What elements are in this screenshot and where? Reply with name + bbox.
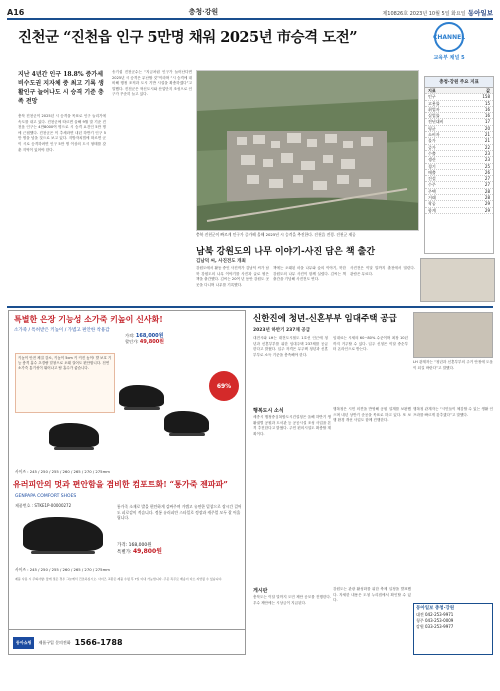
ad-headline-2: 유러피안의 멋과 편안함을 겸비한 컴포트화! “통가죽 젠파파” (13, 479, 228, 489)
ad-tel-label: 제품구입 문의전화 (38, 639, 71, 645)
section-divider (7, 306, 493, 308)
shoe-image-1 (119, 385, 164, 407)
sidebar-cell-value: 17 (484, 119, 490, 125)
sidebar-cell-label: 생산 (428, 157, 436, 163)
sidebar-cell-label: 전년대비 (428, 119, 444, 125)
sidebar-cell-label: 거래 (428, 195, 436, 201)
page-header (7, 6, 493, 20)
sidebar-cell-label: 지표 (428, 88, 436, 93)
sidebar-cell-label: 평균 (428, 125, 436, 131)
section-heading-2: 행복도시 소식 (253, 408, 284, 414)
ad-description-2: 통가죽 소재로 발을 편안하게 감싸주며 가볍고 유연한 밑창으로 장시간 걸어도 피로감이 적습니다. 정통 유러피안 스타일로 정장과 캐주얼 모두 잘 어울립니다. (117, 504, 242, 520)
sidebar-cell-value: 27 (484, 182, 490, 188)
sidebar-cell-label: 증가 (428, 144, 436, 150)
ad-feature-box: 키높이 안전 체질 감소, 키높이 5cm 키 커진 높이! 발 보호 기능 충격 흡수 초경량 밑창으로 오래 걸어도 편안합니다. 천연 소가죽 통기성이 뛰어나고 땀 흡수가 좋습니다. (15, 353, 115, 413)
news-col-f: 행복청 관계자는 “시민들이 체감할 수 있는 생활 인프라를 빠르게 갖추겠다”고 말했다. (413, 407, 493, 417)
sidebar-cell-label: 수출 (428, 150, 436, 156)
sidebar-cell-value: 29 (484, 201, 490, 207)
section-title: 충청·강원 (188, 7, 219, 16)
article-body-mid: 송기섭 진천군수는 “지금처럼 인구가 늘어난다면 2025년 시 승격은 무난할 것”이라며 “시 승격에 대비해 행정 조직과 도시 기반 시설을 확충하겠다”고 말했다. 진천군은 혁신도시와 산업단지 조성으로 인구가 꾸준히 늘고 있다. (112, 70, 192, 97)
sidebar-cell-value: 28 (484, 188, 490, 194)
price-value: 168,000원 (135, 333, 164, 339)
board-col-h: 강원도는 관광 활성화를 위한 축제 일정을 발표했다. 자세한 내용은 도청 누리집에서 확인할 수 있다. (333, 587, 411, 603)
discount-badge: 69% (209, 371, 239, 401)
photo-caption: 충북 진천군이 빠르게 인구가 증가해 올해 2025년 시 승격을 추진한다. 진천읍 전경. 진천군 제공 (196, 232, 356, 237)
sale-value: 49,800원 (139, 339, 165, 345)
sidebar-cell-label: 취업자 (428, 106, 440, 112)
sidebar-cell-value: 28 (484, 195, 490, 201)
sidebar-cell-label: 주택 (428, 188, 436, 194)
sale-label-2: 특별가: (117, 550, 132, 555)
article-body-left: 충북 진천군이 2025년 시 승격을 목표로 인구 늘리기에 속도를 내고 있다. 진천군에 따르면 올해 9월 말 기준 진천읍 인구는 4만8000여 명으로 시 승격 요건인 5만 명에 근접했다. 진천군은 이 추세라면 내년 하반기 인구 5만 명을 넘을 것으로 보고 있다. 지방자치법에 따르면 군이 시로 승격하려면 인구 5만 명 이상의 도시 형태를 갖춘 지역이 있어야 한다. (18, 114, 106, 152)
sub-article-byline: 김남덕 씨, 사진전도 개최 (196, 259, 246, 264)
sale-value-2: 49,800원 (133, 548, 162, 555)
sidebar-cell-value: 26 (484, 169, 490, 175)
sidebar-cell-label: 수주 (428, 182, 436, 188)
ad-headline-1-text: 특별한 은장 기능성 소가죽 키높이 신사화! (14, 314, 163, 324)
sub-article-col-b: 책에는 오래된 마을 나무와 숲의 이야기, 북한 강원도의 나무 사진이 함께 실렸다. 김씨는 책 출간을 기념해 사진전도 연다. (273, 266, 346, 282)
ad-brand-line: GENPAPA COMFORT SHOES (15, 494, 77, 499)
sidebar-cell-value: 23 (484, 157, 490, 163)
ad-footer (9, 629, 245, 655)
issue-info: 제10826호 2023년 10월 5일 화요일 (382, 10, 466, 17)
sidebar-cell-value: 25 (484, 163, 490, 169)
sidebar-cell-label: 건설 (428, 176, 436, 182)
housing-photo (413, 312, 493, 358)
ad-sizes-2: 사이즈 : 245 / 250 / 255 / 260 / 265 / 270 / 275mm (15, 567, 110, 572)
article-left-column (18, 70, 106, 153)
article-kicker: 지난 4년간 인구 18.8% 증가세 비수도권 지자체 중 최고 기록 생활인구 늘어나도 시 승격 기준 충족 전망 (18, 71, 104, 105)
shoe-image-4 (23, 517, 103, 551)
sidebar-cell-value: 값 (486, 88, 490, 93)
channel-logo (414, 22, 484, 70)
ad-fine-print: 제품 사용 시 주의사항: 물에 젖은 경우 그늘에서 건조하십시오. 사이즈 교환은 제품 수령 후 7일 이내 가능합니다. 주문 폭주로 배송이 다소 지연될 수 있습니다. (15, 577, 223, 581)
contact-line-2: 청주 043-253-0009 (416, 618, 454, 623)
sidebar-cell-value: 21 (484, 138, 490, 144)
article-mid-column (112, 70, 192, 98)
board-col-g: 충북도는 이달 말까지 도민 제안 공모를 진행한다. 우수 제안에는 시상금이 지급된다. (253, 595, 331, 605)
ad-feature-line-1: 소가죽 / 특허받은 키높이 / 가볍고 편안한 착용감 (14, 328, 110, 333)
channel-sub: 교육부 채널 5 (433, 55, 465, 61)
sidebar-cell-value: 158 (482, 94, 490, 100)
ad-headline-1 (9, 311, 245, 325)
ad-sizes-1: 사이즈 : 245 / 250 / 255 / 260 / 265 / 270 / 275mm (15, 469, 110, 474)
sub-article-headline: 남북 강원도의 나무 이야기-사진 담은 책 출간 (196, 247, 376, 257)
contact-line-3: 강원 033-253-9977 (416, 624, 454, 629)
sidebar-cell-value: 29 (484, 207, 490, 213)
contact-box-title: 동아일보 충청·강원 (416, 606, 455, 611)
sidebar-cell-label: 합계 (428, 207, 436, 213)
main-headline: 진천군 “진천읍 인구 5만명 채워 2025년 市승격 도전” (18, 29, 358, 46)
channel-circle: CHANNEL (434, 22, 464, 52)
shoe-advertisement (8, 310, 246, 655)
sidebar-title: 충청·강원 주요 지표 (425, 77, 493, 88)
shoe-image-3 (49, 423, 99, 447)
sidebar-cell-label: 실업률 (428, 113, 440, 119)
page-number: A16 (7, 7, 25, 17)
sidebar-cell-value: 21 (484, 132, 490, 138)
contact-box (413, 603, 493, 655)
shoe-image-2 (164, 411, 209, 433)
sidebar-table (425, 88, 493, 214)
ad-price-block-1 (125, 333, 185, 345)
news-col-e: 행복청은 시민 의견을 반영해 공원 설계를 보완했으며 내년 상반기 준공을 목표로 하고 있다. 또 보행 환경 개선 사업도 함께 진행한다. (333, 407, 411, 423)
ad-price-block-2 (117, 543, 242, 556)
housing-col-a: 대전시와 LH는 대전도시철도 1호선 인근에 청년과 신혼부부를 위한 임대주택 237채를 공급한다고 밝혔다. 입주 자격은 무주택 청년과 신혼부부로 소득 기준을 충족해야 한다. (253, 336, 328, 357)
housing-subhead: 2023년 하반기 237채 공급 (253, 328, 311, 333)
sidebar-cell-label: 착공 (428, 201, 436, 207)
sub-article-col-a: 강원도에서 활동 중인 사진작가 김남덕 씨가 남북 강원도의 나무 이야기를 사진과 글로 엮은 책을 출간했다. 김씨는 20여 년 동안 강원도 곳곳을 다니며 나무를 기록했다. (196, 266, 269, 287)
ad-tel-number: 1566-1788 (74, 638, 123, 647)
ad-company-logo: 동아쇼핑 (13, 637, 34, 649)
sidebar-row (425, 208, 493, 214)
price-label-2: 가격: (117, 543, 128, 548)
sidebar-cell-label: 매출 (428, 169, 436, 175)
paper-name: 동아일보 (467, 8, 493, 17)
sidebar-cell-label: 인구 (428, 94, 436, 100)
sidebar-cell-value: 22 (484, 144, 490, 150)
price-value-2: 168,000원 (128, 543, 152, 548)
housing-col-c: LH 관계자는 “청년과 신혼부부의 주거 안정에 도움이 되길 바란다”고 말했다. (413, 360, 493, 370)
sidebar-cell-value: 16 (484, 106, 490, 112)
sidebar-cell-value: 15 (484, 100, 490, 106)
aerial-city-photo (196, 70, 419, 231)
ad-product-code: 제품번호 : STKE1P-00000272 (15, 503, 72, 508)
news-col-d: 세종시 행정중심복합도시건설청은 올해 하반기 생활권별 공원과 도서관 등 공공시설 조성 사업을 본격 추진한다고 밝혔다. 주민 편의시설도 확충할 계획이다. (253, 415, 331, 436)
sidebar-cell-value: 27 (484, 176, 490, 182)
sidebar-cell-value: 23 (484, 150, 490, 156)
sidebar-cell-label: 물가 (428, 138, 436, 144)
indicator-sidebar (424, 76, 494, 254)
price-label: 가격: (125, 333, 135, 338)
sale-label: 할인가: (125, 339, 139, 344)
sub-article-col-c: 사진전은 이달 말까지 춘천에서 열린다. 관람은 무료다. (350, 266, 415, 276)
sidebar-cell-label: 고용률 (428, 100, 440, 106)
housing-headline: 신한진에 청년-신혼부부 임대주택 공급 (253, 314, 397, 324)
sidebar-cell-value: 16 (484, 113, 490, 119)
sidebar-cell-label: 소비자 (428, 132, 440, 138)
author-photo (420, 258, 495, 302)
housing-col-b: 임대료는 시세의 60~80% 수준이며 최장 10년까지 거주할 수 있다. 입주 신청은 이달 중순부터 온라인으로 받는다. (333, 336, 408, 352)
contact-line-1: 대전 042-253-9971 (416, 612, 454, 617)
sidebar-cell-label: 경기 (428, 163, 436, 169)
sidebar-cell-value: 20 (484, 125, 490, 131)
section-heading-3: 게시판 (253, 588, 268, 594)
